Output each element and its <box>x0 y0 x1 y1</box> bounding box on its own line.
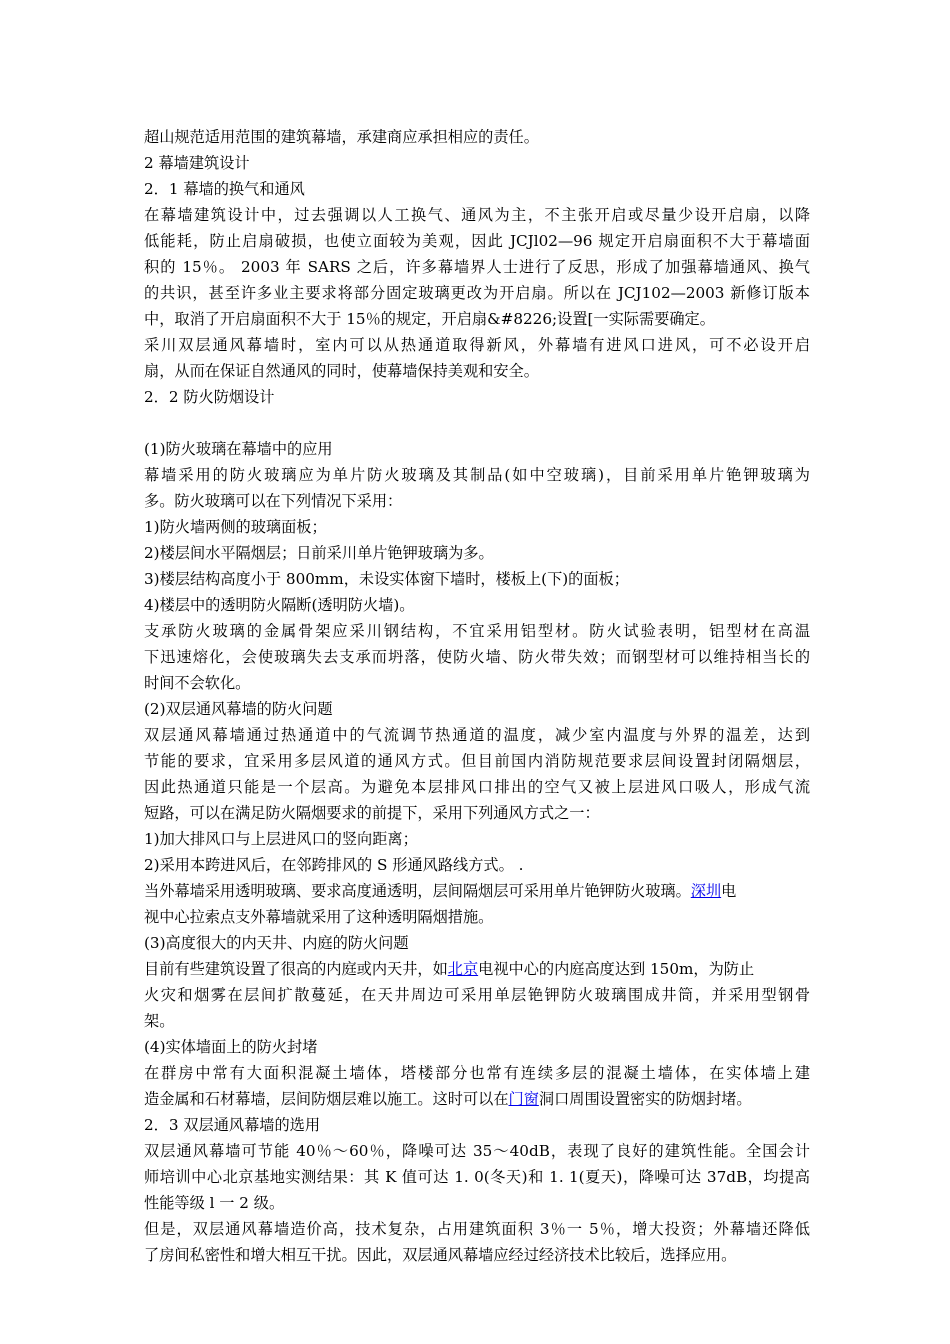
text-line: 中，取消了开启扇面积不大于 15％的规定，开启扇&#8226;设置[一实际需要确定。 <box>144 310 715 328</box>
item-heading: (3)高度很大的内天井、内庭的防火问题 <box>144 934 409 952</box>
text-line-with-link <box>144 956 810 982</box>
text-segment: 洞口周围设置密实的防烟封堵。 <box>538 1090 752 1108</box>
shenzhen-link[interactable]: 深圳 <box>690 882 722 900</box>
text-line: 在幕墙建筑设计中，过去强调以人工换气、通风为主，不主张开启或尽量少设开启扇，以降 <box>144 206 810 224</box>
text-line: 视中心拉索点支外幕墙就采用了这种透明隔烟措施。 <box>144 908 494 926</box>
text-line: 幕墙采用的防火玻璃应为单片防火玻璃及其制品(如中空玻璃)，目前采用单片铯钾玻璃为 <box>144 466 810 484</box>
text-line: 但是，双层通风幕墙造价高，技术复杂，占用建筑面积 3％一 5％，增大投资；外幕墙还降低 <box>144 1220 810 1238</box>
text-line-with-link <box>144 1086 810 1112</box>
item-heading: (1)防火玻璃在幕墙中的应用 <box>144 440 333 458</box>
list-item: 2)采用本跨进风后，在邻跨排风的 S 形通风路线方式。 . <box>144 856 524 874</box>
text-line: 节能的要求，宜采用多层风道的通风方式。但目前国内消防规范要求层间设置封闭隔烟层， <box>144 752 810 770</box>
text-line: 双层通风幕墙通过热通道中的气流调节热通道的温度，减少室内温度与外界的温差，达到 <box>144 726 810 744</box>
subsection-heading: 2．2 防火防烟设计 <box>144 388 275 406</box>
text-line: 性能等级 l 一 2 级。 <box>144 1194 285 1212</box>
beijing-link[interactable]: 北京 <box>447 960 479 978</box>
text-line-with-link <box>144 878 810 904</box>
menchuang-link[interactable]: 门窗 <box>508 1090 539 1108</box>
list-item: 4)楼层中的透明防火隔断(透明防火墙)。 <box>144 596 415 614</box>
text-line: 采川双层通风幕墙时，室内可以从热通道取得新风，外幕墙有进风口进风，可不必设开启 <box>144 336 810 354</box>
text-line: 因此热通道只能是一个层高。为避免本层排风口排出的空气又被上层进风口吸人，形成气流 <box>144 778 810 796</box>
text-line: 积的 15％。 2003 年 SARS 之后，许多幕墙界人士进行了反思，形成了加强幕墙通风、换气 <box>144 258 810 276</box>
text-line: 扇，从而在保证自然通风的同时，使幕墙保持美观和安全。 <box>144 362 539 380</box>
text-line: 双层通风幕墙可节能 40％～60％，降噪可达 35～40dB，表现了良好的建筑性能。全国会计 <box>144 1142 810 1160</box>
text-line: 的共识，甚至许多业主要求将部分固定玻璃更改为开启扇。所以在 JCJ102—2003 新修订版本 <box>144 284 810 302</box>
text-line: 支承防火玻璃的金属骨架应采川钢结构，不宜采用铝型材。防火试验表明，铝型材在高温 <box>144 622 810 640</box>
item-heading: (4)实体墙面上的防火封堵 <box>144 1038 318 1056</box>
subsection-heading: 2．3 双层通风幕墙的选用 <box>144 1116 321 1134</box>
item-heading: (2)双层通风幕墙的防火问题 <box>144 700 333 718</box>
text-segment: 电视中心的内庭高度达到 150m，为防止 <box>478 960 755 978</box>
blank-line <box>144 410 810 436</box>
text-segment: 当外幕墙采用透明玻璃、要求高度通透明，层间隔烟层可采用单片铯钾防火玻璃。 <box>144 882 691 900</box>
text-segment: 目前有些建筑设置了很高的内庭或内天井，如 <box>144 960 448 978</box>
text-line: 短路，可以在满足防火隔烟要求的前提下，采用下列通风方式之一： <box>144 804 600 822</box>
section-heading: 2 幕墙建筑设计 <box>144 154 250 172</box>
subsection-heading: 2．1 幕墙的换气和通风 <box>144 180 305 198</box>
text-line: 下迅速熔化，会使玻璃失去支承而坍落，使防火墙、防火带失效；而钢型材可以维持相当长的 <box>144 648 810 666</box>
text-line: 时间不会软化。 <box>144 674 251 692</box>
text-line: 低能耗，防止启扇破损，也使立面较为美观，因此 JCJl02—96 规定开启扇面积不大于幕墙面 <box>144 232 810 250</box>
text-line: 火灾和烟雾在层间扩散蔓延，在天井周边可采用单层铯钾防火玻璃围成井筒，并采用型钢骨 <box>144 986 810 1004</box>
text-line: 师培训中心北京基地实测结果：其 K 值可达 1. 0(冬天)和 1. 1(夏天)，降噪可达 37dB，均提高 <box>144 1168 810 1186</box>
text-line: 了房间私密性和增大相互干扰。因此，双层通风幕墙应经过经济技术比较后，选择应用。 <box>144 1246 737 1264</box>
text-line: 架。 <box>144 1012 175 1030</box>
list-item: 1)防火墙两侧的玻璃面板； <box>144 518 327 536</box>
text-segment: 造金属和石材幕墙，层间防烟层难以施工。这时可以在 <box>144 1090 509 1108</box>
text-line: 多。防火玻璃可以在下列情况下采用： <box>144 492 403 510</box>
text-line: 超山规范适用范围的建筑幕墙，承建商应承担相应的责任。 <box>144 128 539 146</box>
list-item: 1)加大排风口与上层进风口的竖向距离； <box>144 830 418 848</box>
text-line: 在群房中常有大面积混凝土墙体，塔楼部分也常有连续多层的混凝土墙体，在实体墙上建 <box>144 1064 810 1082</box>
list-item: 2)楼层间水平隔烟层；日前采川单片铯钾玻璃为多。 <box>144 544 494 562</box>
list-item: 3)楼层结构高度小于 800mm，未设实体窗下墙时，楼板上(下)的面板； <box>144 570 629 588</box>
text-segment: 电 <box>721 882 737 900</box>
